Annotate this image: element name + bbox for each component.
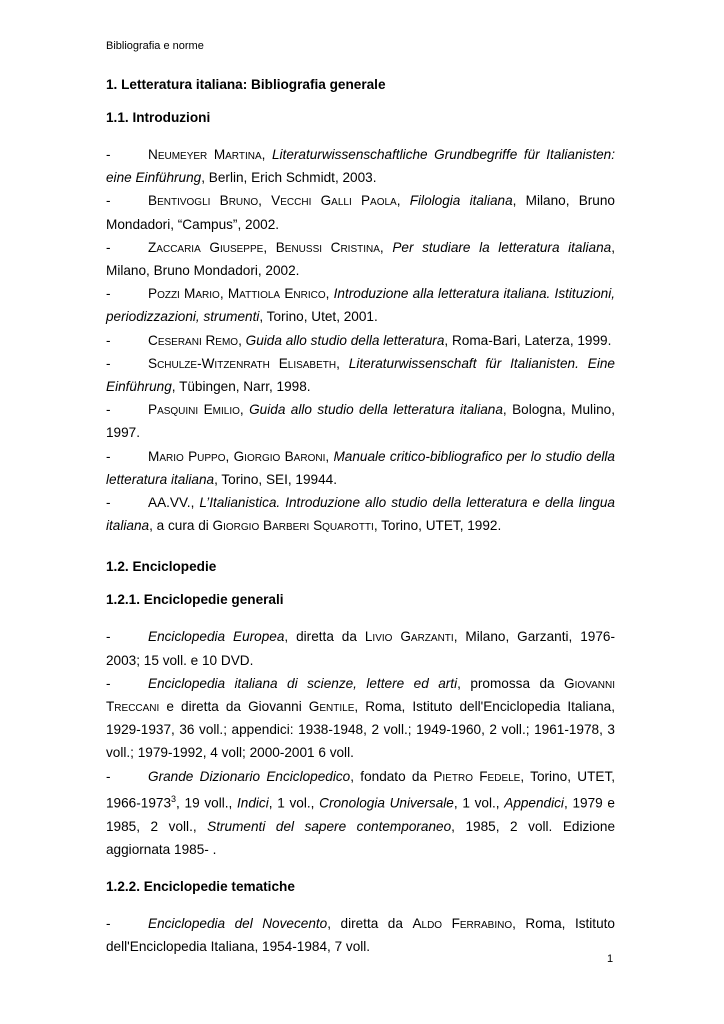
section-title-1-2: 1.2. Enciclopedie (106, 559, 217, 575)
document-body (106, 77, 615, 958)
bib-entry: - Pozzi Mario, Mattiola Enrico, Introduzione alla letteratura italiana. Istituzioni, periodizzazioni, strumenti, Torino, Utet, 2001. (106, 286, 615, 325)
bib-entry: - AA.VV., L’Italianistica. Introduzione allo studio della letteratura e della lingua italiana, a cura di Giorgio Barberi Squarotti, Torino, UTET, 1992. (106, 495, 615, 534)
bib-entry: - Grande Dizionario Enciclopedico, fondato da Pietro Fedele, Torino, UTET, 1966-1973$^3$, 19 voll., Indici, 1 vol., Cronologia Universale, 1 vol., Appendici, 1979 e 1985, 2 voll., Strumenti del sapere contemporaneo, 1985, 2 voll. Edizione aggiornata 1985- . (106, 768, 616, 857)
bib-entry: - Zaccaria Giuseppe, Benussi Cristina, Per studiare la letteratura italiana, Milano, Bruno Mondadori, 2002. (106, 239, 615, 279)
page-header: Bibliografia e norme (106, 40, 204, 52)
section-title-1-1: 1.1. Introduzioni (106, 110, 211, 125)
bib-entry: - Bentivogli Bruno, Vecchi Galli Paola, Filologia italiana, Milano, Bruno Mondadori, “Campus”, 2002. (106, 193, 615, 232)
bib-entry: - Neumeyer Martina, Literaturwissenschaftliche Grundbegriffe für Italianisten: eine Einführung, Berlin, Erich Schmidt, 2003. (106, 147, 615, 186)
section-title-1: 1. Letteratura italiana: Bibliografia generale (106, 77, 386, 92)
bib-entry: - Enciclopedia Europea, diretta da Livio Garzanti, Milano, Garzanti, 1976-2003; 15 voll. e 10 DVD. (106, 629, 615, 668)
bib-entry: - Enciclopedia italiana di scienze, lettere ed arti, promossa da Giovanni Treccani e diretta da Giovanni Gentile, Roma, Istituto dell'Enciclopedia Italiana, 1929-1937, 36 voll.; appendici: 1938-1948, 2 voll.; 1949-1960, 2 voll.; 1961-1978, 3 voll.; 1979-1992, 4 voll; 2000-2001 6 voll. (106, 675, 615, 761)
section-title-1-2-1: 1.2.1. Enciclopedie generali (106, 592, 284, 608)
bib-entry: - Ceserani Remo, Guida allo studio della letteratura, Roma-Bari, Laterza, 1999. (106, 332, 612, 348)
bib-entry: - Mario Puppo, Giorgio Baroni, Manuale critico-bibliografico per lo studio della letteratura italiana, Torino, SEI, 19944. (106, 448, 615, 487)
bib-entry: - Enciclopedia del Novecento, diretta da Aldo Ferrabino, Roma, Istituto dell'Enciclopedia Italiana, 1954-1984, 7 voll. (106, 916, 615, 955)
page-number: 1 (607, 953, 614, 965)
bib-entry: - Pasquini Emilio, Guida allo studio della letteratura italiana, Bologna, Mulino, 1997. (106, 402, 615, 441)
section-title-1-2-2: 1.2.2. Enciclopedie tematiche (106, 879, 295, 895)
bib-entry: - Schulze-Witzenrath Elisabeth, Literaturwissenschaft für Italianisten. Eine Einführung, Tübingen, Narr, 1998. (106, 355, 615, 395)
